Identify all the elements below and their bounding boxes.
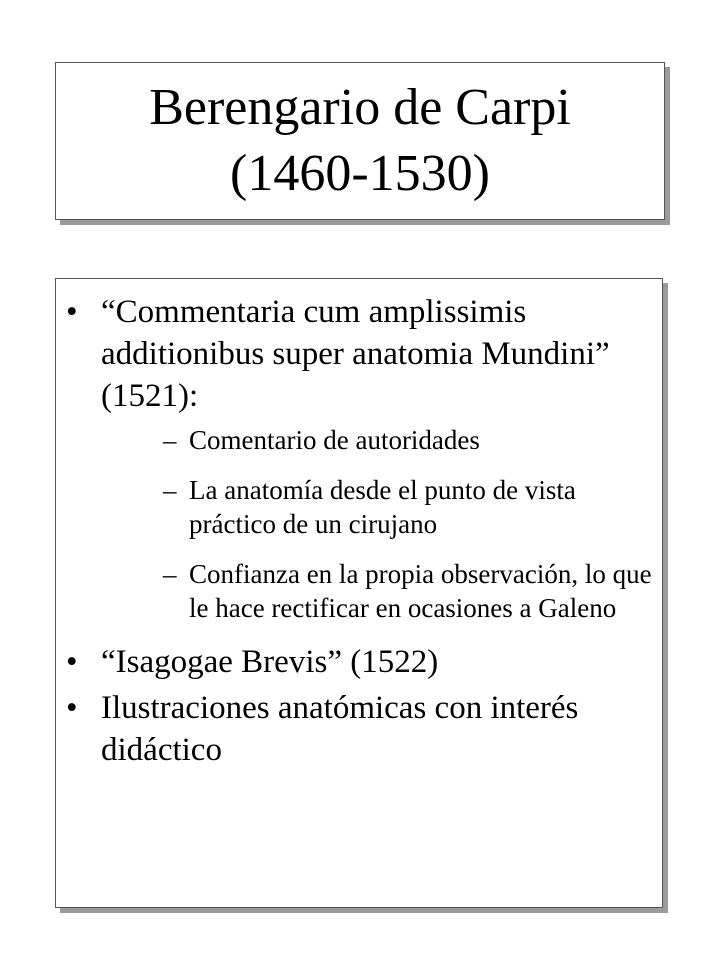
content-box: [55, 278, 663, 908]
sub-list-item: [101, 473, 662, 541]
dash-icon: –: [163, 475, 177, 505]
sub-item-text: La anatomía desde el punto de vista práctico de un cirujano: [189, 475, 576, 539]
bullet-icon: •: [66, 690, 78, 726]
list-item: [56, 641, 662, 683]
bullet-icon: •: [66, 294, 78, 330]
bullet-text: Ilustraciones anatómicas con interés didáctico: [101, 690, 579, 768]
sub-item-text: Comentario de autoridades: [189, 425, 480, 455]
title-line-1: Berengario de Carpi: [149, 79, 571, 136]
bullet-icon: •: [66, 644, 78, 680]
bullet-list: [56, 279, 662, 771]
list-item: [56, 291, 662, 625]
dash-icon: –: [163, 559, 177, 589]
dash-icon: –: [163, 425, 177, 455]
bullet-text: “Commentaria cum amplissimis additionibus super anatomia Mundini” (1521):: [101, 294, 610, 414]
sub-list: [101, 423, 662, 625]
list-item: [56, 687, 662, 771]
title-line-2: (1460-1530): [230, 145, 490, 202]
sub-list-item: [101, 423, 662, 457]
bullet-text: “Isagogae Brevis” (1522): [101, 644, 439, 680]
sub-list-item: [101, 557, 662, 625]
slide-title: [149, 75, 571, 207]
title-box: [55, 62, 665, 220]
sub-item-text: Confianza en la propia observación, lo que le hace rectificar en ocasiones a Galeno: [189, 559, 652, 623]
